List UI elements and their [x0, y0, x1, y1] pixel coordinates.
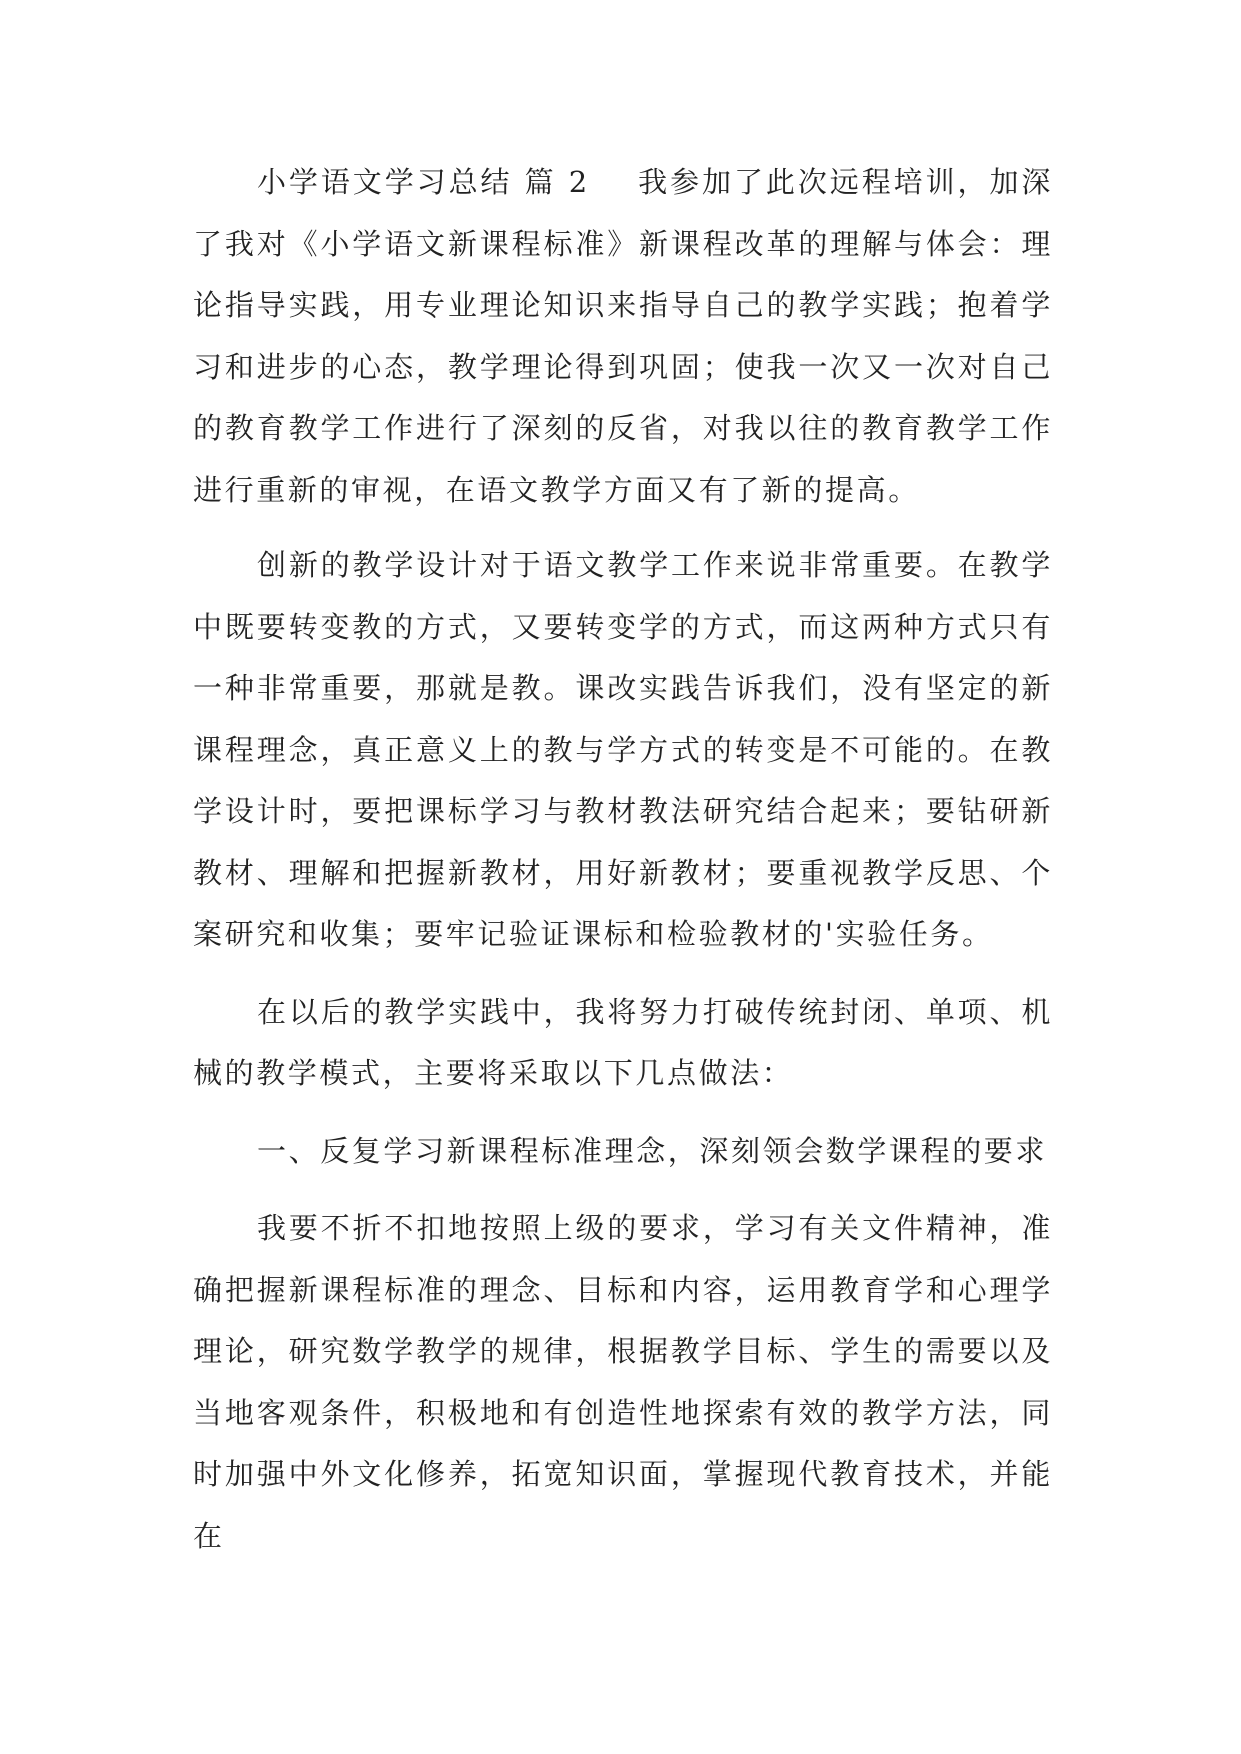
document-title: 小学语文学习总结: [257, 165, 513, 199]
section-heading-1: 一、反复学习新课程标准理念，深刻领会数学课程的要求: [257, 1133, 1048, 1168]
document-part-label: 篇 2: [524, 165, 590, 199]
paragraph-1: 我参加了此次远程培训，加深了我对《小学语文新课程标准》新课程改革的理解与体会：理论指导实践，用专业理论知识来指导自己的教学实践；抱着学习和进步的心态，教学理论得到巩固；使我一次又一次对自己的教育教学工作进行了深刻的反省，对我以往的教育教学工作进行重新的审视，在语文教学方面又有了新的提高。: [193, 165, 1053, 507]
intro-paragraph: [193, 152, 1053, 521]
paragraph-2: 创新的教学设计对于语文教学工作来说非常重要。在教学中既要转变教的方式，又要转变学的方式，而这两种方式只有一种非常重要，那就是教。课改实践告诉我们，没有坚定的新课程理念，真正意义上的教与学方式的转变是不可能的。在教学设计时，要把课标学习与教材教法研究结合起来；要钻研新教材、理解和把握新教材，用好新教材；要重视教学反思、个案研究和收集；要牢记验证课标和检验教材的'实验任务。: [193, 548, 1053, 951]
paragraph-3: 在以后的教学实践中，我将努力打破传统封闭、单项、机械的教学模式，主要将采取以下几点做法：: [193, 994, 1053, 1090]
document-body: [193, 152, 1053, 1583]
paragraph-4: 我要不折不扣地按照上级的要求，学习有关文件精神，准确把握新课程标准的理念、目标和内容，运用教育学和心理学理论，研究数学教学的规律，根据教学目标、学生的需要以及当地客观条件，积极地和有创造性地探索有效的教学方法，同时加强中外文化修养，拓宽知识面，掌握现代教育技术，并能在: [193, 1211, 1053, 1553]
